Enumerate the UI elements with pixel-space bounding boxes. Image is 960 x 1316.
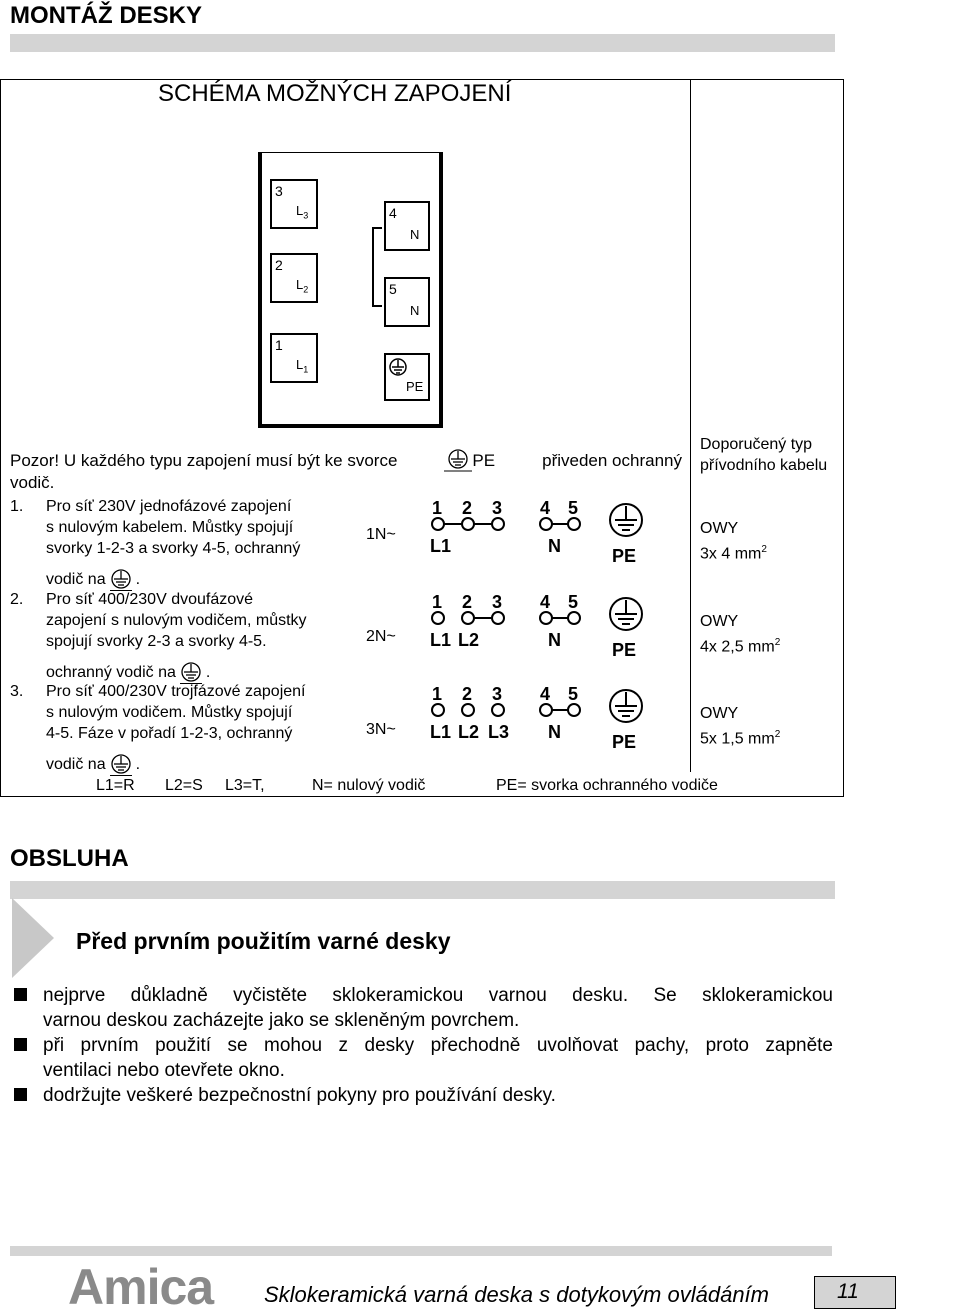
warning-part-a: Pozor! U každého typu zapojení musí být ke svorce bbox=[10, 450, 398, 470]
row-number: 2. bbox=[10, 591, 24, 608]
cable-size-text: 3x 4 mm bbox=[700, 545, 762, 563]
terminal-number: 3 bbox=[275, 183, 283, 199]
bullet-text-line: ventilaci nebo otevřete okno. bbox=[43, 1060, 285, 1081]
row-tail-dot: . bbox=[135, 756, 141, 773]
terminal-3 bbox=[270, 179, 318, 229]
diagram-terminal-circle bbox=[568, 612, 580, 624]
row-tail-text: ochranný vodič na bbox=[46, 664, 176, 681]
legend-l3: L3=T, bbox=[225, 777, 265, 794]
diagram-terminal-circle bbox=[540, 612, 552, 624]
diagram-label: PE bbox=[612, 640, 637, 660]
row-text-line: s nulovým kabelem. Můstky spojují bbox=[46, 519, 294, 536]
row-tail-text: vodič na bbox=[46, 571, 106, 588]
diagram-terminal-number: 1 bbox=[432, 498, 443, 518]
connection-mode: 1N~ bbox=[366, 526, 396, 543]
cable-type: OWY bbox=[700, 613, 739, 630]
diagram-terminal-number: 1 bbox=[432, 684, 443, 704]
diagram-label: N bbox=[548, 536, 561, 556]
legend-l1: L1=R bbox=[96, 777, 135, 794]
terminal-number: 1 bbox=[275, 337, 283, 353]
schema-title: SCHÉMA MOŽNÝCH ZAPOJENÍ bbox=[158, 80, 512, 107]
section2-bar bbox=[10, 881, 835, 899]
diagram-terminal-circle bbox=[492, 518, 504, 530]
diagram-terminal-circle bbox=[432, 612, 444, 624]
diagram-terminal-circle bbox=[432, 518, 444, 530]
ground-icon bbox=[388, 357, 408, 377]
diagram-terminal-circle bbox=[540, 518, 552, 530]
terminal-label: N bbox=[410, 227, 420, 242]
row-text-line: Pro síť 400/230V dvoufázové bbox=[46, 591, 254, 608]
cable-size-sup: 2 bbox=[774, 729, 781, 740]
cable-size bbox=[700, 724, 780, 749]
legend-n: N= nulový vodič bbox=[312, 777, 426, 794]
row-text-line: 4-5. Fáze v pořadí 1-2-3, ochranný bbox=[46, 725, 293, 742]
page-number: 11 bbox=[837, 1280, 859, 1303]
diagram-terminal-circle bbox=[540, 704, 552, 716]
page-number-box bbox=[814, 1276, 896, 1309]
diagram-terminal-circle bbox=[462, 612, 474, 624]
footer-bar bbox=[10, 1246, 832, 1256]
bullet-text-line: při prvním použití se mohou z desky přechodně uvolňovat pachy, proto zapněte bbox=[43, 1035, 833, 1056]
cable-size-sup: 2 bbox=[774, 637, 781, 648]
cable-size-text: 4x 2,5 mm bbox=[700, 638, 775, 656]
ground-icon bbox=[610, 690, 642, 722]
row-text-line: Pro síť 230V jednofázové zapojení bbox=[46, 498, 292, 515]
ground-icon bbox=[180, 661, 202, 683]
cable-size-text: 5x 1,5 mm bbox=[700, 730, 775, 748]
row-text-line: Pro síť 400/230V trojfázové zapojení bbox=[46, 683, 306, 700]
diagram-terminal-circle bbox=[492, 612, 504, 624]
diagram-terminal-number: 2 bbox=[462, 592, 473, 612]
warning-text bbox=[10, 448, 682, 493]
ground-icon-wrap bbox=[110, 753, 132, 776]
section-title-obsluha: OBSLUHA bbox=[10, 845, 129, 872]
diagram-terminal-circle bbox=[492, 704, 504, 716]
terminal-4 bbox=[384, 201, 430, 251]
bullet-text-line: nejprve důkladně vyčistěte sklokeramickou varnou desku. Se sklokeramickou bbox=[43, 985, 833, 1006]
diagram-terminal-circle bbox=[568, 704, 580, 716]
terminal-label: $L_3$ bbox=[296, 203, 309, 221]
bridge-4-5 bbox=[372, 227, 382, 307]
diagram-terminal-number: 5 bbox=[568, 498, 579, 518]
row-text-line: svorky 1-2-3 a svorky 4-5, ochranný bbox=[46, 540, 301, 557]
ground-icon-wrap bbox=[110, 568, 132, 591]
diagram-label: L1 bbox=[430, 536, 452, 556]
diagram-terminal-number: 5 bbox=[568, 684, 579, 704]
diagram-label: L2 bbox=[458, 722, 480, 742]
section2-subtitle: Před prvním použitím varné desky bbox=[76, 928, 451, 954]
section-title-montaz: MONTÁŽ DESKY bbox=[10, 2, 202, 29]
diagram-label: L1 bbox=[430, 630, 452, 650]
bullet-text-line: dodržujte veškeré bezpečnostní pokyny pro používání desky. bbox=[43, 1085, 556, 1106]
terminal-number: 2 bbox=[275, 257, 283, 273]
connection-mode: 2N~ bbox=[366, 628, 396, 645]
diagram-terminal-circle bbox=[568, 518, 580, 530]
diagram-terminal-number: 3 bbox=[492, 592, 503, 612]
connection-mode: 3N~ bbox=[366, 721, 396, 738]
row-tail bbox=[46, 753, 140, 776]
terminal-label: $L_2$ bbox=[296, 277, 309, 295]
row-text-line: zapojení s nulovým vodičem, můstky bbox=[46, 612, 307, 629]
diagram-terminal-circle bbox=[432, 704, 444, 716]
diagram-label: PE bbox=[612, 732, 637, 752]
diagram-terminal-number: 1 bbox=[432, 592, 443, 612]
bullet-square-icon bbox=[14, 988, 27, 1001]
row-tail bbox=[46, 568, 140, 591]
cable-size bbox=[700, 539, 767, 564]
terminal-number: 4 bbox=[389, 205, 397, 221]
diagram-terminal-number: 2 bbox=[462, 498, 473, 518]
diagram-label: L3 bbox=[488, 722, 510, 742]
connection-diagram bbox=[424, 592, 654, 662]
connection-diagram bbox=[424, 498, 654, 568]
bullet-square-icon bbox=[14, 1038, 27, 1051]
row-number: 1. bbox=[10, 498, 24, 515]
ground-icon bbox=[610, 598, 642, 630]
ground-icon bbox=[110, 753, 132, 775]
diagram-label: N bbox=[548, 722, 561, 742]
terminal-block-diagram bbox=[258, 152, 443, 428]
row-tail-text: vodič na bbox=[46, 756, 106, 773]
terminal-pe bbox=[384, 353, 430, 401]
schema-divider bbox=[690, 79, 691, 772]
diagram-terminal-number: 4 bbox=[540, 684, 551, 704]
bullet-text-line: varnou deskou zacházejte jako se skleněným povrchem. bbox=[43, 1010, 520, 1031]
bullet-square-icon bbox=[14, 1088, 27, 1101]
terminal-label: N bbox=[410, 303, 420, 318]
ground-icon bbox=[444, 448, 472, 472]
warning-part-b: přiveden ochranný bbox=[542, 450, 682, 470]
diagram-terminal-number: 3 bbox=[492, 498, 503, 518]
terminal-label: $L_1$ bbox=[296, 357, 309, 375]
legend-pe: PE= svorka ochranného vodiče bbox=[496, 777, 718, 794]
cable-header: Doporučený typ přívodního kabelu bbox=[700, 436, 828, 474]
cable-type: OWY bbox=[700, 520, 739, 537]
row-tail-dot: . bbox=[135, 571, 141, 588]
row-tail-dot: . bbox=[205, 664, 211, 681]
row-text-line: spojují svorky 2-3 a svorky 4-5. bbox=[46, 633, 267, 650]
cable-size-sup: 2 bbox=[761, 544, 767, 555]
amica-logo: Amica bbox=[68, 1259, 214, 1315]
ground-icon bbox=[110, 568, 132, 590]
diagram-label: N bbox=[548, 630, 561, 650]
terminal-2 bbox=[270, 253, 318, 303]
ground-icon bbox=[610, 504, 642, 536]
cable-size bbox=[700, 632, 780, 657]
diagram-label: L1 bbox=[430, 722, 452, 742]
row-text-line: s nulovým vodičem. Můstky spojují bbox=[46, 704, 293, 721]
cable-type: OWY bbox=[700, 705, 739, 722]
diagram-label: PE bbox=[612, 546, 637, 566]
footer-caption: Sklokeramická varná deska s dotykovým ovládáním bbox=[264, 1282, 769, 1307]
legend-l2: L2=S bbox=[165, 777, 203, 794]
header-bar bbox=[10, 34, 835, 52]
row-number: 3. bbox=[10, 683, 24, 700]
terminal-number: 5 bbox=[389, 281, 397, 297]
warning-pe: PE bbox=[472, 450, 496, 470]
diagram-terminal-circle bbox=[462, 704, 474, 716]
diagram-terminal-circle bbox=[462, 518, 474, 530]
terminal-label: PE bbox=[406, 379, 424, 394]
diagram-terminal-number: 4 bbox=[540, 592, 551, 612]
diagram-terminal-number: 3 bbox=[492, 684, 503, 704]
arrow-triangle-icon bbox=[12, 898, 54, 978]
diagram-terminal-number: 2 bbox=[462, 684, 473, 704]
terminal-5 bbox=[384, 277, 430, 327]
terminal-1 bbox=[270, 333, 318, 383]
diagram-label: L2 bbox=[458, 630, 480, 650]
diagram-terminal-number: 4 bbox=[540, 498, 551, 518]
connection-diagram bbox=[424, 684, 654, 754]
warning-part-c: vodič. bbox=[10, 473, 55, 492]
diagram-terminal-number: 5 bbox=[568, 592, 579, 612]
